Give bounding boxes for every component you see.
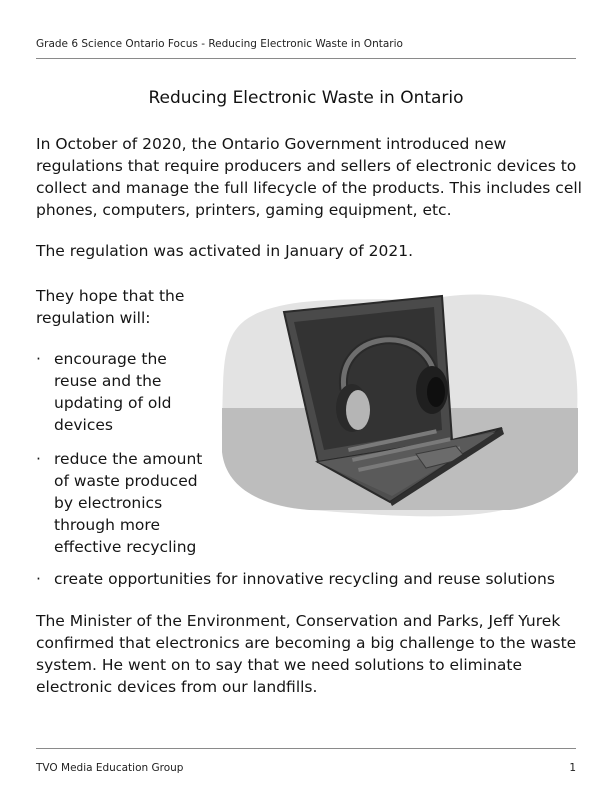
laptop-headphones-illustration: [220, 292, 578, 518]
bullet-text: reduce the amount of waste produced by electronics through more effective recycling: [54, 450, 203, 556]
bullet-marker: ·: [36, 350, 41, 368]
bullet-text: encourage the reuse and the updating of old devices: [54, 350, 172, 434]
bullet-marker: ·: [36, 570, 41, 588]
running-header: Grade 6 Science Ontario Focus - Reducing Electronic Waste in Ontario: [36, 38, 403, 50]
bullet-text: create opportunities for innovative recycling and reuse solutions: [54, 570, 555, 588]
page-number: 1: [569, 762, 576, 774]
intro-paragraph: In October of 2020, the Ontario Government introduced new regulations that require producers and sellers of electronic devices to collect and manage the full lifecycle of the products. This includes cell phones, computers, printers, gaming equipment, etc.: [36, 135, 582, 219]
footer-publisher: TVO Media Education Group: [36, 762, 184, 774]
hope-lead-paragraph: They hope that the regulation will:: [36, 287, 185, 327]
bullet-marker: ·: [36, 450, 41, 468]
header-divider: [36, 58, 576, 59]
activation-paragraph: The regulation was activated in January of 2021.: [36, 242, 414, 260]
minister-paragraph: The Minister of the Environment, Conservation and Parks, Jeff Yurek confirmed that electronics are becoming a big challenge to the waste system. He went on to say that we need solutions to eliminate electronic devices from our landfills.: [36, 612, 577, 696]
page-title: Reducing Electronic Waste in Ontario: [148, 88, 464, 108]
footer-divider: [36, 748, 576, 749]
